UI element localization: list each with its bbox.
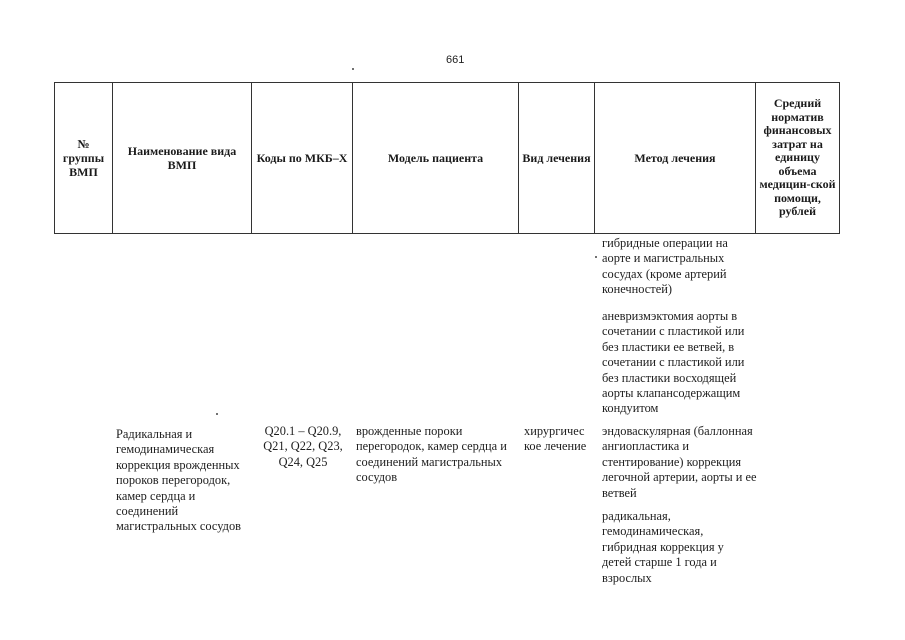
method-item-aneurysmectomy: аневризмэктомия аорты в сочетании с пластикой или без пластики ее ветвей, в сочетании с пластикой или без пластики восходящей аорты клапансодержащим кондуитом	[602, 309, 745, 416]
method-item-hybrid-operations: гибридные операции на аорте и магистральных сосудах (кроме артерий конечностей)	[602, 236, 728, 297]
header-vmp-name: Наименование вида ВМП	[113, 83, 252, 234]
header-group-number: № группы ВМП	[55, 83, 113, 234]
header-patient-model: Модель пациента	[353, 83, 519, 234]
header-treatment-method: Метод лечения	[595, 83, 756, 234]
patient-model-cell: врожденные пороки перегородок, камер сердца и соединений магистральных сосудов	[356, 424, 507, 485]
treatment-type-cell: хирургичес кое лечение	[524, 424, 587, 454]
table-header	[54, 82, 840, 234]
scan-speck	[216, 413, 218, 415]
page-number: 661	[446, 54, 465, 66]
scan-speck	[595, 256, 597, 258]
header-icd-codes: Коды по МКБ–Х	[252, 83, 353, 234]
icd-codes-cell: Q20.1 – Q20.9, Q21, Q22, Q23, Q24, Q25	[263, 424, 343, 469]
method-item-endovascular: эндоваскулярная (баллонная ангиопластика и стентирование) коррекция легочной артерии, аорты и ее ветвей	[602, 424, 757, 500]
scan-speck	[352, 68, 354, 70]
vmp-name-cell: Радикальная и гемодинамическая коррекция врожденных пороков перегородок, камер сердца и соединений магистральных сосудов	[116, 427, 242, 534]
header-treatment-type: Вид лечения	[519, 83, 595, 234]
header-average-cost: Средний норматив финансовых затрат на единицу объема медицин-ской помощи, рублей	[756, 83, 840, 234]
method-item-radical-correction: радикальная, гемодинамическая, гибридная коррекция у детей старше 1 года и взрослых	[602, 509, 724, 585]
